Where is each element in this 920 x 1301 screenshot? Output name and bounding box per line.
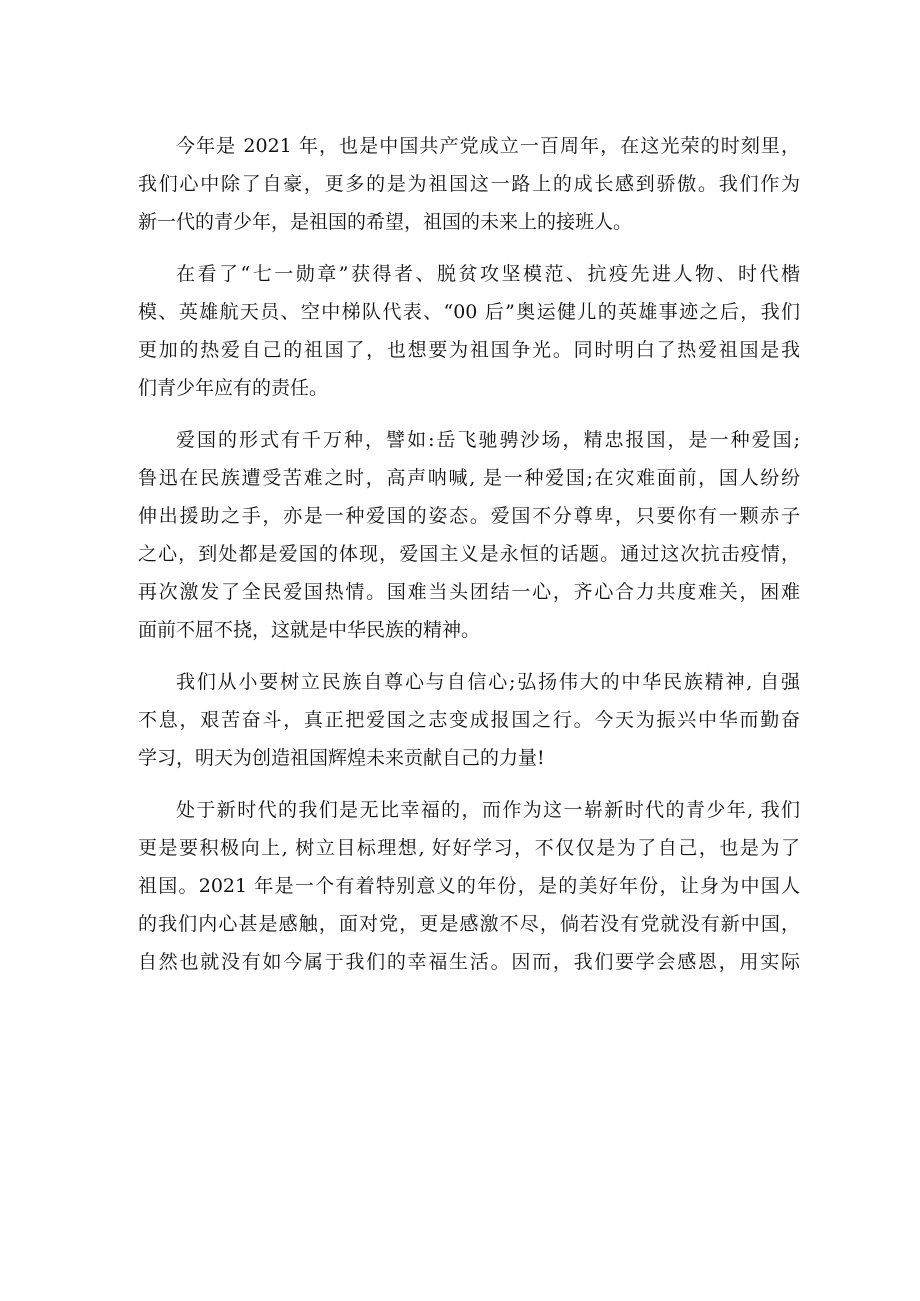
document-body	[138, 127, 800, 995]
paragraph-4	[138, 663, 800, 777]
text-line: 模、英雄航天员、空中梯队代表、“00 后”奥运健儿的英雄事迹之后，我们	[138, 301, 800, 323]
text-line: 伸出援助之手，亦是一种爱国的姿态。爱国不分尊卑，只要你有一颗赤子	[138, 505, 800, 527]
text-line: 今年是 2021 年，也是中国共产党成立一百周年，在这光荣的时刻里，	[176, 135, 800, 157]
text-line: 不息，艰苦奋斗，真正把爱国之志变成报国之行。今天为振兴中华而勤奋	[138, 709, 800, 731]
text-line: 祖国。2021 年是一个有着特别意义的年份，是的美好年份，让身为中国人	[138, 875, 800, 897]
text-line: 之心，到处都是爱国的体现，爱国主义是永恒的话题。通过这次抗击疫情，	[138, 543, 800, 565]
text-line: 新一代的青少年，是祖国的希望，祖国的未来上的接班人。	[138, 211, 633, 233]
paragraph-1	[138, 127, 800, 241]
text-line: 们青少年应有的责任。	[138, 377, 329, 399]
text-line: 我们从小要树立民族自尊心与自信心;弘扬伟大的中华民族精神, 自强	[176, 671, 800, 693]
text-line: 面前不屈不挠，这就是中华民族的精神。	[138, 619, 481, 641]
text-line: 爱国的形式有千万种，譬如:岳飞驰骋沙场，精忠报国，是一种爱国;	[176, 429, 800, 451]
text-line: 更是要积极向上, 树立目标理想, 好好学习，不仅仅是为了自己，也是为了	[138, 837, 800, 859]
text-line: 我们心中除了自豪，更多的是为祖国这一路上的成长感到骄傲。我们作为	[138, 173, 800, 195]
paragraph-5	[138, 791, 800, 981]
paragraph-2	[138, 255, 800, 407]
text-line: 更加的热爱自己的祖国了，也想要为祖国争光。同时明白了热爱祖国是我	[138, 339, 800, 361]
text-line: 处于新时代的我们是无比幸福的，而作为这一崭新时代的青少年, 我们	[176, 799, 800, 821]
text-line: 在看了“七一勋章”获得者、脱贫攻坚模范、抗疫先进人物、时代楷	[176, 263, 800, 285]
text-line: 的我们内心甚是感触，面对党，更是感激不尽，倘若没有党就没有新中国，	[138, 913, 800, 935]
text-line: 再次激发了全民爱国热情。国难当头团结一心，齐心合力共度难关，困难	[138, 581, 800, 603]
text-line: 自然也就没有如今属于我们的幸福生活。因而，我们要学会感恩，用实际	[138, 951, 800, 973]
text-line: 学习，明天为创造祖国辉煌未来贡献自己的力量!	[138, 747, 545, 769]
paragraph-3	[138, 421, 800, 649]
text-line: 鲁迅在民族遭受苦难之时，高声呐喊, 是一种爱国;在灾难面前，国人纷纷	[138, 467, 800, 489]
